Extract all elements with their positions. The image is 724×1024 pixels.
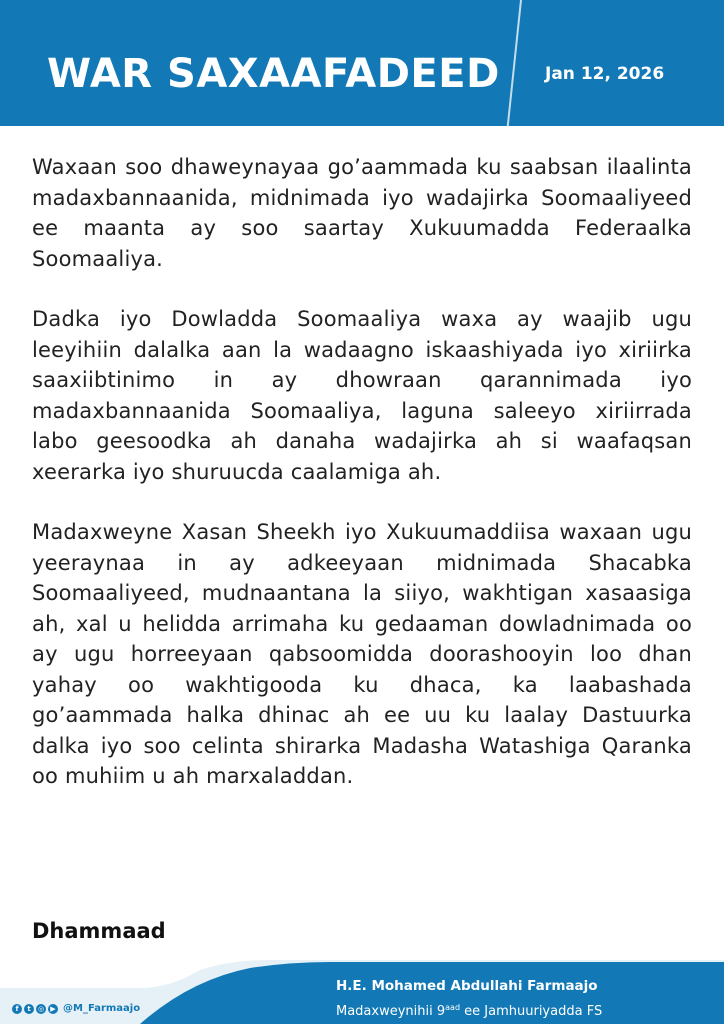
signatory-title-prefix: Madaxweynihii 9 xyxy=(336,1004,446,1019)
closing-text: Dhammaad xyxy=(32,919,166,943)
signatory-title-sup: aad xyxy=(445,1003,461,1012)
twitter-icon[interactable]: t xyxy=(24,1004,34,1014)
facebook-icon[interactable]: f xyxy=(12,1004,22,1014)
youtube-icon[interactable]: ▶ xyxy=(48,1004,58,1014)
signatory-name: H.E. Mohamed Abdullahi Farmaajo xyxy=(336,978,598,994)
header-divider xyxy=(504,0,522,126)
social-handle[interactable]: @M_Farmaajo xyxy=(63,1003,141,1014)
social-links xyxy=(12,1001,140,1017)
paragraph-1: Waxaan soo dhaweynayaa go’aammada ku saabsan ilaalinta madaxbannaanida, midnimada iyo wadajirka Soomaaliyeed ee maanta ay soo saartay Xukuumadda Federaalka Soomaaliya. xyxy=(32,155,692,271)
press-release-body xyxy=(32,152,692,822)
header-date: Jan 12, 2026 xyxy=(545,64,665,84)
instagram-icon[interactable]: ◎ xyxy=(37,1005,45,1013)
signatory-title-suffix: ee Jamhuuriyadda FS xyxy=(460,1004,603,1019)
header-banner xyxy=(0,0,724,126)
page-title: WAR SAXAAFADEED xyxy=(47,51,500,97)
signatory-title xyxy=(336,999,626,1021)
paragraph-3: Madaxweyne Xasan Sheekh iyo Xukuumaddiisa waxaan ugu yeeraynaa in ay adkeeyaan midnimada Shacabka Soomaaliyeed, mudnaantana la siiyo, wakhtigan xasaasiga ah, xal u helidda arrimaha ku gedaaman dowladnimada oo ay ugu horreeyaan qabsoomidda doorashooyin loo dhan yahay oo wakhtigooda ku dhaca, ka laabashada go’aammada halka dhinac ah ee uu ku laalay Dastuurka dalka iyo soo celinta shirarka Madasha Watashiga Qaranka oo muhiim u ah marxaladdan. xyxy=(32,520,692,788)
paragraph-2: Dadka iyo Dowladda Soomaaliya waxa ay waajib ugu leeyihiin dalalka aan la wadaagno iskaashiyada iyo xiriirka saaxiibtinimo in ay dhowraan qarannimada iyo madaxbannaanida Soomaaliya, laguna saleeyo xiriirrada labo geesoodka ah danaha wadajirka ah si waafaqsan xeerarka iyo shuruucda caalamiga ah. xyxy=(32,307,692,484)
